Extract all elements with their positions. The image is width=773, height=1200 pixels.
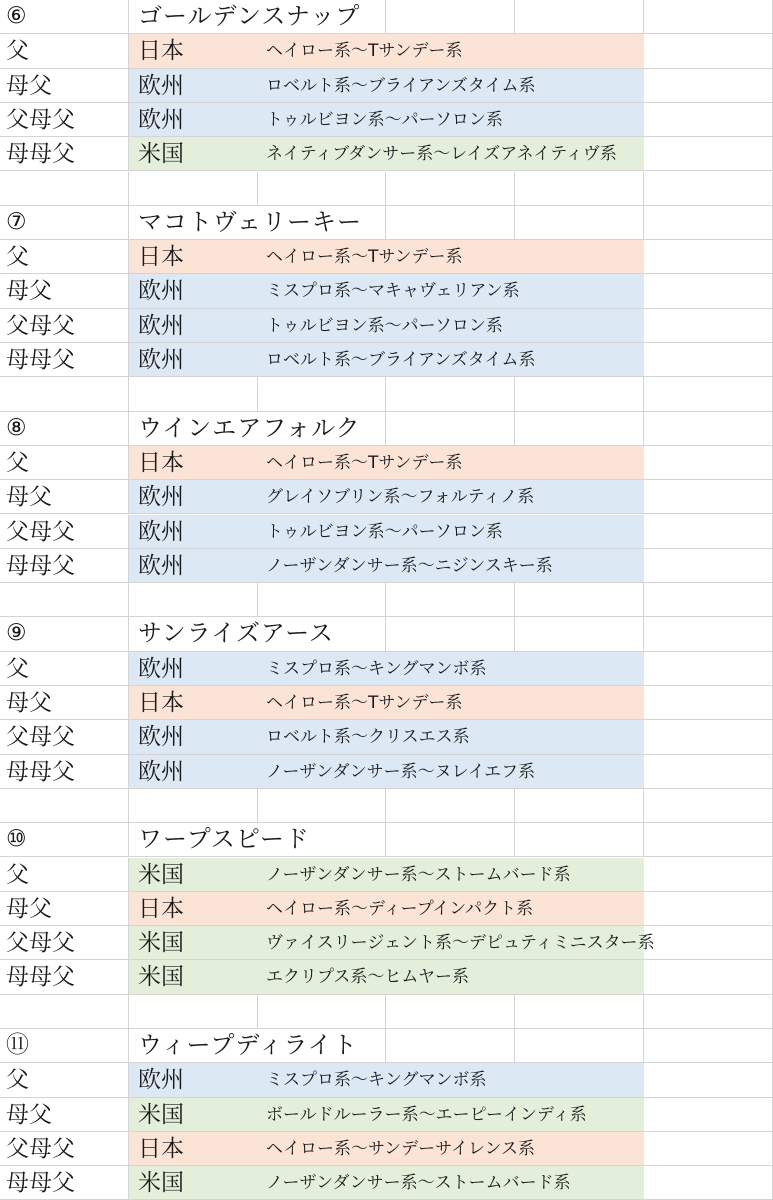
grid-cell[interactable] [644, 0, 773, 34]
grid-cell[interactable] [515, 412, 644, 446]
horse-name-cell[interactable] [129, 617, 386, 651]
pedigree-label: 母母父 [6, 141, 75, 168]
grid-cell[interactable] [644, 34, 773, 68]
grid-cell[interactable] [644, 69, 773, 103]
grid-cell[interactable] [258, 995, 386, 1029]
bloodline-cell[interactable] [258, 274, 644, 308]
bloodline-text: グレイソブリン系～フォルティノ系 [266, 487, 535, 508]
bloodline-text: ノーザンダンサー系～ヌレイエフ系 [266, 761, 536, 782]
bloodline-text: ロベルト系～ブライアンズタイム系 [266, 75, 536, 96]
grid-cell[interactable] [644, 858, 773, 892]
region-name: 日本 [138, 449, 184, 476]
grid-cell[interactable] [644, 652, 773, 686]
bloodline-text: ロベルト系～クリスエス系 [266, 727, 470, 748]
pedigree-label-cell[interactable] [0, 1098, 129, 1132]
grid-cell[interactable] [258, 377, 386, 411]
bloodline-text: ネイティブダンサー系～レイズアネイティヴ系 [266, 144, 617, 165]
pedigree-label-cell[interactable] [0, 240, 129, 274]
pedigree-label: 父母父 [6, 1135, 75, 1162]
grid-cell[interactable] [644, 789, 773, 823]
horse-number: ⑦ [6, 208, 27, 235]
horse-number: ⑨ [6, 620, 27, 647]
grid-cell[interactable] [644, 309, 773, 343]
region-name: 欧州 [138, 552, 184, 579]
grid-cell[interactable] [386, 823, 515, 857]
grid-cell[interactable] [515, 789, 644, 823]
pedigree-label: 父 [6, 244, 29, 271]
bloodline-cell[interactable] [258, 720, 644, 754]
grid-cell[interactable] [644, 1132, 773, 1166]
grid-cell[interactable] [644, 377, 773, 411]
grid-cell[interactable] [644, 103, 773, 137]
grid-cell[interactable] [644, 617, 773, 651]
grid-cell[interactable] [515, 583, 644, 617]
grid-cell[interactable] [258, 172, 386, 206]
region-cell[interactable] [129, 892, 258, 926]
bloodline-cell[interactable] [258, 343, 644, 377]
bloodline-text: ロベルト系～ブライアンズタイム系 [266, 350, 536, 370]
grid-cell[interactable] [515, 206, 644, 240]
grid-cell[interactable] [644, 1098, 773, 1132]
grid-cell[interactable] [258, 583, 386, 617]
pedigree-label: 母母父 [6, 758, 75, 785]
bloodline-cell[interactable] [258, 240, 644, 274]
pedigree-label-cell[interactable] [0, 343, 129, 377]
horse-number-cell[interactable] [0, 0, 129, 34]
bloodline-cell[interactable] [258, 1166, 644, 1200]
grid-cell[interactable] [515, 617, 644, 651]
bloodline-text: ミスプロ系～キングマンボ系 [266, 1070, 487, 1091]
grid-cell[interactable] [386, 789, 515, 823]
grid-cell[interactable] [644, 412, 773, 446]
pedigree-label: 父 [6, 655, 29, 682]
horse-name: サンライズアース [138, 619, 334, 648]
region-cell[interactable] [129, 274, 258, 308]
pedigree-label-cell[interactable] [0, 446, 129, 480]
region-name: 米国 [138, 141, 184, 168]
grid-cell[interactable] [129, 995, 258, 1029]
bloodline-text: ボールドルーラー系～エーピーインディ系 [266, 1104, 587, 1125]
bloodline-text: ノーザンダンサー系～ニジンスキー系 [266, 555, 553, 576]
grid-cell[interactable] [644, 446, 773, 480]
pedigree-label-cell[interactable] [0, 309, 129, 343]
horse-number: ⑧ [6, 414, 27, 441]
region-cell[interactable] [129, 69, 258, 103]
pedigree-label-cell[interactable] [0, 926, 129, 960]
horse-name-cell[interactable] [129, 206, 386, 240]
grid-cell[interactable] [129, 789, 258, 823]
bloodline-cell[interactable] [258, 652, 644, 686]
horse-number-cell[interactable] [0, 206, 129, 240]
region-cell[interactable] [129, 515, 258, 549]
pedigree-label-cell[interactable] [0, 69, 129, 103]
region-name: 欧州 [138, 655, 184, 682]
pedigree-label-cell[interactable] [0, 480, 129, 514]
grid-cell[interactable] [0, 789, 129, 823]
grid-cell[interactable] [0, 172, 129, 206]
bloodline-cell[interactable] [258, 892, 644, 926]
pedigree-label-cell[interactable] [0, 515, 129, 549]
region-name: 欧州 [138, 312, 184, 339]
region-cell[interactable] [129, 652, 258, 686]
horse-number-cell[interactable] [0, 1029, 129, 1063]
region-cell[interactable] [129, 1132, 258, 1166]
grid-cell[interactable] [644, 926, 773, 960]
grid-cell[interactable] [644, 549, 773, 583]
region-name: 欧州 [138, 106, 184, 133]
pedigree-label-cell[interactable] [0, 1132, 129, 1166]
bloodline-cell[interactable] [258, 1063, 644, 1097]
pedigree-label: 父母父 [6, 930, 75, 957]
grid-cell[interactable] [644, 137, 773, 171]
grid-cell[interactable] [258, 789, 386, 823]
horse-number-cell[interactable] [0, 617, 129, 651]
bloodline-text: ヘイロー系～ディープインパクト系 [266, 898, 534, 919]
horse-name-cell[interactable] [129, 1029, 386, 1063]
grid-cell[interactable] [644, 240, 773, 274]
region-cell[interactable] [129, 1063, 258, 1097]
bloodline-text: ヘイロー系～サンデーサイレンス系 [266, 1138, 536, 1159]
grid-cell[interactable] [129, 172, 258, 206]
horse-name-cell[interactable] [129, 823, 386, 857]
pedigree-label-cell[interactable] [0, 960, 129, 994]
bloodline-text: ヴァイスリージェント系～デピュティミニスター系 [266, 933, 655, 954]
grid-cell[interactable] [644, 480, 773, 514]
region-cell[interactable] [129, 720, 258, 754]
bloodline-text: ヘイロー系～Tサンデー系 [266, 693, 463, 713]
bloodline-cell[interactable] [258, 480, 644, 514]
grid-cell[interactable] [644, 172, 773, 206]
bloodline-text: トゥルビヨン系～パーソロン系 [266, 109, 503, 130]
region-cell[interactable] [129, 858, 258, 892]
region-name: 欧州 [138, 518, 184, 545]
grid-cell[interactable] [386, 377, 515, 411]
grid-cell[interactable] [515, 377, 644, 411]
horse-name-cell[interactable] [129, 412, 386, 446]
pedigree-label: 母母父 [6, 552, 75, 579]
region-name: 欧州 [138, 484, 184, 511]
region-name: 日本 [138, 690, 184, 716]
region-cell[interactable] [129, 480, 258, 514]
pedigree-label-cell[interactable] [0, 858, 129, 892]
region-cell[interactable] [129, 960, 258, 994]
horse-number: ⑪ [6, 1032, 29, 1058]
grid-cell[interactable] [644, 583, 773, 617]
horse-name-cell[interactable] [129, 0, 386, 34]
grid-cell[interactable] [644, 686, 773, 720]
bloodline-text: エクリプス系～ヒムヤー系 [266, 967, 469, 988]
bloodline-cell[interactable] [258, 515, 644, 549]
pedigree-label: 父母父 [6, 106, 75, 133]
grid-cell[interactable] [386, 172, 515, 206]
pedigree-label-cell[interactable] [0, 274, 129, 308]
bloodline-cell[interactable] [258, 309, 644, 343]
grid-cell[interactable] [644, 515, 773, 549]
bloodline-cell[interactable] [258, 549, 644, 583]
bloodline-text: ミスプロ系～マキャヴェリアン系 [266, 281, 520, 302]
bloodline-cell[interactable] [258, 926, 655, 960]
pedigree-label-cell[interactable] [0, 137, 129, 171]
bloodline-text: ヘイロー系～Tサンデー系 [266, 41, 463, 62]
grid-cell[interactable] [386, 617, 515, 651]
region-name: 欧州 [138, 278, 184, 305]
grid-cell[interactable] [0, 583, 129, 617]
bloodline-text: ノーザンダンサー系～ストームバード系 [266, 1173, 571, 1194]
horse-number: ⑥ [6, 3, 27, 29]
region-cell[interactable] [129, 446, 258, 480]
grid-cell[interactable] [386, 995, 515, 1029]
horse-name: ウインエアフォルク [138, 413, 361, 442]
pedigree-label: 母父 [6, 484, 52, 511]
region-cell[interactable] [129, 240, 258, 274]
grid-cell[interactable] [644, 274, 773, 308]
region-cell[interactable] [129, 343, 258, 377]
region-name: 欧州 [138, 347, 184, 373]
region-cell[interactable] [129, 755, 258, 789]
grid-cell[interactable] [644, 206, 773, 240]
region-name: 米国 [138, 1101, 184, 1128]
bloodline-text: トゥルビヨン系～パーソロン系 [266, 521, 503, 542]
bloodline-cell[interactable] [258, 686, 644, 720]
pedigree-label: 母父 [6, 278, 52, 305]
grid-cell[interactable] [644, 960, 773, 994]
horse-number-cell[interactable] [0, 412, 129, 446]
horse-number: ⑩ [6, 826, 27, 853]
region-cell[interactable] [129, 549, 258, 583]
region-name: 日本 [138, 1135, 184, 1162]
region-name: 米国 [138, 964, 184, 991]
bloodline-cell[interactable] [258, 1098, 644, 1132]
horse-name: マコトヴェリーキー [138, 207, 363, 236]
grid-cell[interactable] [644, 1029, 773, 1063]
bloodline-cell[interactable] [258, 960, 644, 994]
region-name: 米国 [138, 930, 184, 957]
bloodline-cell[interactable] [258, 858, 644, 892]
region-name: 欧州 [138, 724, 184, 751]
grid-cell[interactable] [644, 720, 773, 754]
pedigree-label: 父 [6, 449, 29, 476]
pedigree-label: 父 [6, 38, 29, 65]
grid-cell[interactable] [644, 995, 773, 1029]
region-name: 欧州 [138, 72, 184, 99]
pedigree-label: 母母父 [6, 1170, 75, 1197]
bloodline-text: ミスプロ系～キングマンボ系 [266, 658, 487, 679]
pedigree-label: 父母父 [6, 312, 75, 339]
region-cell[interactable] [129, 103, 258, 137]
horse-name: ワープスピード [138, 825, 310, 854]
region-cell[interactable] [129, 34, 258, 68]
pedigree-label: 父 [6, 1067, 29, 1094]
grid-cell[interactable] [644, 755, 773, 789]
pedigree-label: 母父 [6, 72, 52, 99]
bloodline-text: ヘイロー系～Tサンデー系 [266, 247, 463, 268]
pedigree-label-cell[interactable] [0, 652, 129, 686]
bloodline-cell[interactable] [258, 446, 644, 480]
region-name: 日本 [138, 244, 184, 271]
bloodline-cell[interactable] [258, 755, 644, 789]
grid-cell[interactable] [129, 377, 258, 411]
grid-cell[interactable] [386, 583, 515, 617]
pedigree-label: 母父 [6, 1101, 52, 1128]
grid-cell[interactable] [515, 1029, 644, 1063]
pedigree-label-cell[interactable] [0, 34, 129, 68]
grid-cell[interactable] [515, 0, 644, 34]
region-name: 欧州 [138, 1067, 184, 1094]
pedigree-label: 母母父 [6, 964, 75, 991]
region-name: 米国 [138, 861, 184, 888]
grid-cell[interactable] [644, 1063, 773, 1097]
pedigree-label-cell[interactable] [0, 686, 129, 720]
region-name: 日本 [138, 38, 184, 65]
pedigree-label-cell[interactable] [0, 1166, 129, 1200]
region-cell[interactable] [129, 1098, 258, 1132]
pedigree-label: 母父 [6, 690, 52, 716]
region-cell[interactable] [129, 309, 258, 343]
bloodline-cell[interactable] [258, 69, 644, 103]
pedigree-label-cell[interactable] [0, 1063, 129, 1097]
grid-cell[interactable] [515, 172, 644, 206]
grid-cell[interactable] [386, 206, 515, 240]
horse-number-cell[interactable] [0, 823, 129, 857]
grid-cell[interactable] [0, 995, 129, 1029]
region-cell[interactable] [129, 686, 258, 720]
horse-name: ウィープディライト [138, 1031, 358, 1059]
grid-cell[interactable] [386, 1029, 515, 1063]
region-cell[interactable] [129, 926, 258, 960]
grid-cell[interactable] [644, 892, 773, 926]
grid-cell[interactable] [515, 995, 644, 1029]
pedigree-label-cell[interactable] [0, 103, 129, 137]
region-name: 欧州 [138, 758, 184, 785]
region-cell[interactable] [129, 137, 258, 171]
region-name: 日本 [138, 895, 184, 922]
grid-cell[interactable] [644, 343, 773, 377]
grid-cell[interactable] [386, 0, 515, 34]
bloodline-text: ノーザンダンサー系～ストームバード系 [266, 864, 571, 885]
pedigree-label-cell[interactable] [0, 549, 129, 583]
pedigree-label: 母父 [6, 895, 52, 922]
pedigree-label: 母母父 [6, 347, 75, 373]
grid-cell[interactable] [644, 1166, 773, 1200]
pedigree-label-cell[interactable] [0, 892, 129, 926]
grid-cell[interactable] [386, 412, 515, 446]
grid-cell[interactable] [0, 377, 129, 411]
pedigree-label-cell[interactable] [0, 755, 129, 789]
bloodline-cell[interactable] [258, 34, 644, 68]
pedigree-label-cell[interactable] [0, 720, 129, 754]
pedigree-label: 父母父 [6, 724, 75, 751]
bloodline-cell[interactable] [258, 137, 644, 171]
grid-cell[interactable] [129, 583, 258, 617]
region-cell[interactable] [129, 1166, 258, 1200]
bloodline-cell[interactable] [258, 103, 644, 137]
bloodline-text: ヘイロー系～Tサンデー系 [266, 452, 463, 473]
grid-cell[interactable] [515, 823, 644, 857]
pedigree-label: 父母父 [6, 518, 75, 545]
pedigree-label: 父 [6, 861, 29, 888]
region-name: 米国 [138, 1170, 184, 1197]
grid-cell[interactable] [644, 823, 773, 857]
horse-name: ゴールデンスナップ [138, 2, 361, 30]
bloodline-cell[interactable] [258, 1132, 644, 1166]
bloodline-text: トゥルビヨン系～パーソロン系 [266, 315, 503, 336]
